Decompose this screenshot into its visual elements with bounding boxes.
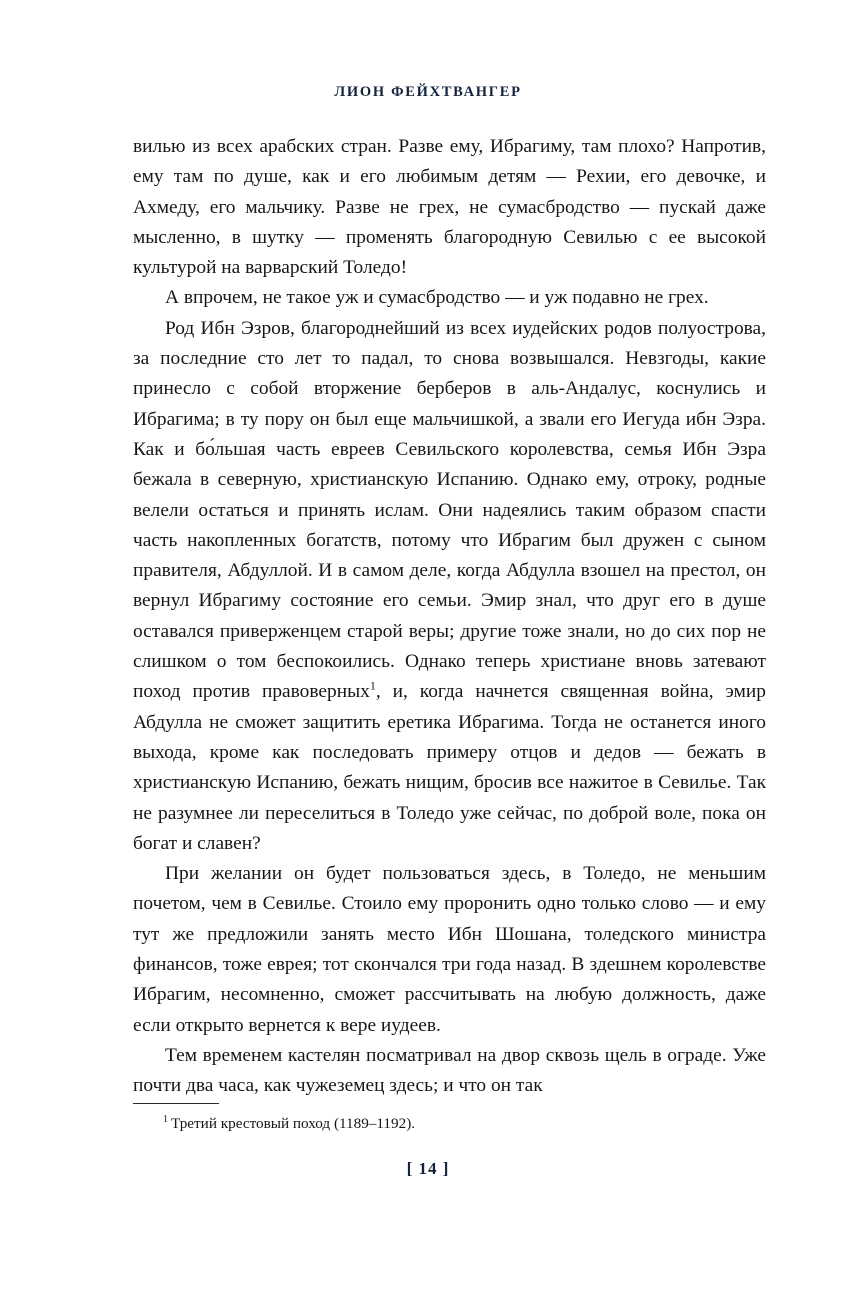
footnote-separator-rule bbox=[133, 1103, 219, 1104]
paragraph: вилью из всех арабских стран. Разве ему, Ибрагиму, там плохо? Напротив, ему там по душе, как и его любимым детям — Рехии, его девочке, и Ахмеду, его мальчику. Разве не грех, не сумасбродство — пускай даже мысленно, в шутку — променять благородную Севилью с ее высокой культурой на варварский Толедо! bbox=[133, 136, 766, 279]
footnote-marker: 1 bbox=[163, 1113, 169, 1125]
paragraph: При желании он будет пользоваться здесь, в Толедо, не меньшим почетом, чем в Севилье. Стоило ему проронить одно только слово — и ему тут же предложили занять место Ибн Шошана, толедского министра финансов, тоже еврея; тот скончался три года назад. В здешнем королевстве Ибрагим, несомненно, сможет рассчитывать на любую должность, даже если открыто вернется к вере иудеев. bbox=[133, 863, 766, 1036]
running-head-author: ЛИОН ФЕЙХТВАНГЕР bbox=[334, 84, 522, 100]
paragraph: Тем временем кастелян посматривал на двор сквозь щель в ограде. Уже почти два часа, как чужеземец здесь; и что он так bbox=[133, 1044, 766, 1097]
page-body-text bbox=[133, 132, 766, 1102]
footnote-reference[interactable]: 1 bbox=[369, 678, 376, 693]
page-number: [ 14 ] bbox=[406, 1159, 450, 1178]
paragraph: А впрочем, не такое уж и сумасбродство — и уж подавно не грех. bbox=[165, 287, 709, 309]
paragraph-text-before-note: Род Ибн Эзров, благороднейший из всех иудейских родов полуострова, за последние сто лет то падал, то снова возвышался. Невзгоды, какие принесло с собой вторжение берберов в аль-Андалус, коснулись и Ибрагима; в ту пору он был еще мальчишкой, а звали его Иегуда ибн Эзра. Как и бо́льшая часть евреев Севильского королевства, семья Ибн Эзра бежала в северную, христианскую Испанию. Однако ему, отроку, родные велели остаться и принять ислам. Они надеялись таким образом спасти часть накопленных богатств, потому что Ибрагим был дружен с сыном правителя, Абдуллой. И в самом деле, когда Абдулла взошел на престол, он вернул Ибрагиму состояние его семьи. Эмир знал, что друг его в душе оставался приверженцем старой веры; другие тоже знали, но до сих пор не слишком о том беспокоились. Однако теперь христиане вновь затевают поход против правоверных bbox=[133, 317, 766, 703]
paragraph-with-footnote bbox=[133, 314, 766, 859]
paragraph-text-after-note: , и, когда начнется священная война, эмир Абдулла не сможет защитить еретика Ибрагима. Тогда не останется иного выхода, кроме как последовать примеру отцов и дедов — бежать в христианскую Испанию, бежать нищим, бросив все нажитое в Севилье. Так не разумнее ли переселиться в Толедо уже сейчас, по доброй воле, пока он богат и славен? bbox=[133, 681, 767, 854]
footnote-text: Третий крестовый поход (1189–1192). bbox=[171, 1115, 416, 1132]
footnote bbox=[133, 1113, 766, 1135]
